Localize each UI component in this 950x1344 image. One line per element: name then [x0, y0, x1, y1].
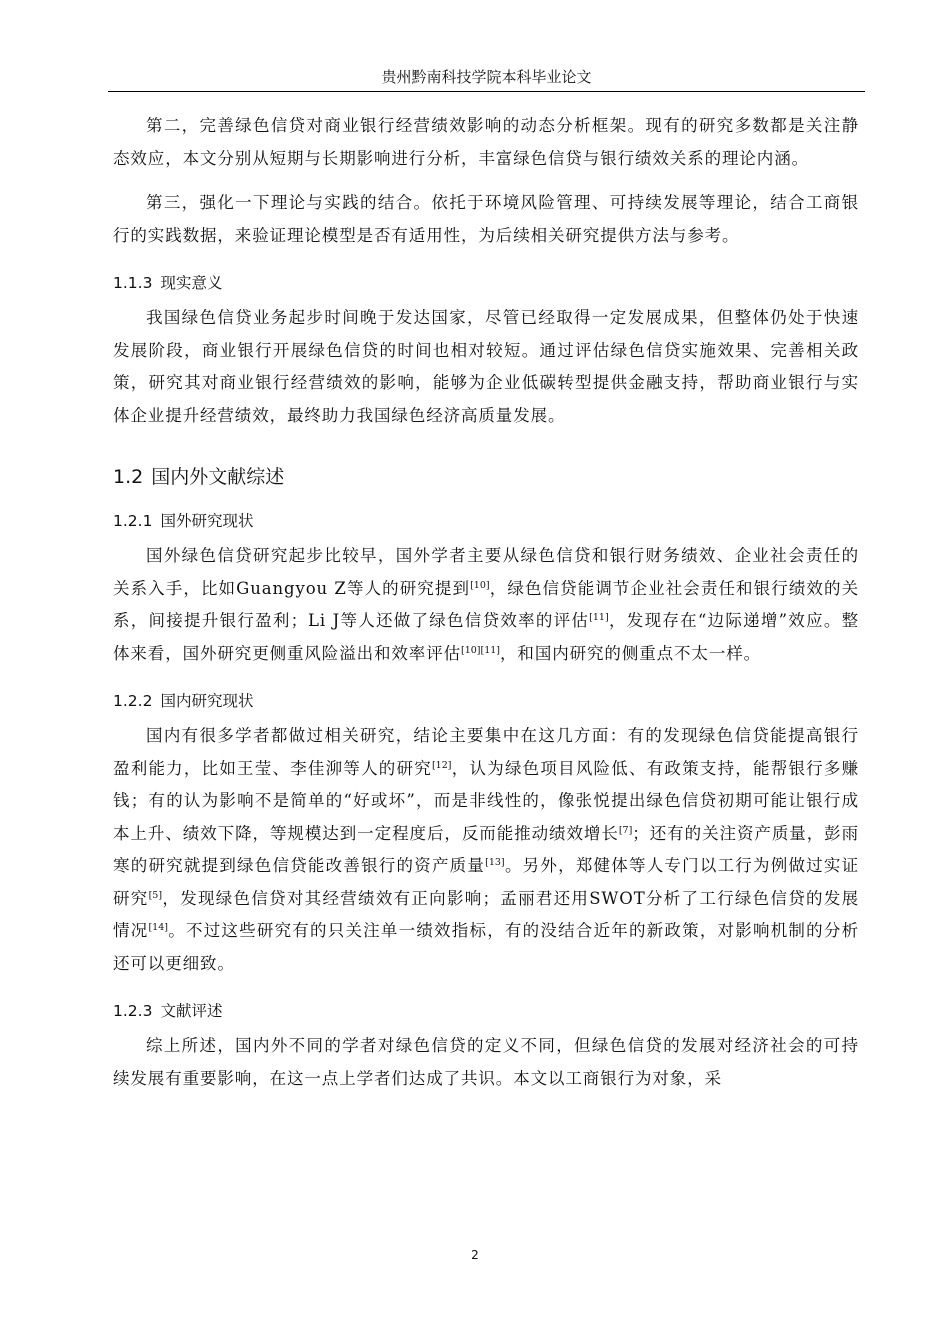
citation: [10][11] — [461, 644, 501, 656]
citation: [13] — [485, 857, 505, 868]
section-number: 1.2.1 — [113, 512, 153, 530]
paragraph-literature-review: 综上所述，国内外不同的学者对绿色信贷的定义不同，但绿色信贷的发展对经济社会的可持续发展有重要影响，在这一点上学者们达成了共识。本文以工商银行为对象，采 — [113, 1036, 859, 1088]
section-title: 现实意义 — [160, 274, 223, 292]
text-run: ；还有的关注资产质量，彭雨寒的研究就提到绿色信贷能改善银行的资产质量 — [113, 823, 859, 875]
section-number: 1.2.3 — [113, 1002, 153, 1020]
citation: [10] — [470, 579, 490, 591]
paragraph-foreign-research — [113, 540, 859, 670]
section-heading-1-1-3 — [113, 272, 859, 294]
paragraph-second-point: 第二，完善绿色信贷对商业银行经营绩效影响的动态分析框架。现有的研究多数都是关注静态效应，本文分别从短期与长期影响进行分析，丰富绿色信贷与银行绩效关系的理论内涵。 — [113, 116, 859, 168]
paragraph-practical-significance: 我国绿色信贷业务起步时间晚于发达国家，尽管已经取得一定发展成果，但整体仍处于快速发展阶段，商业银行开展绿色信贷的时间也相对较短。通过评估绿色信贷实施效果、完善相关政策，研究其对商业银行经营绩效的影响，能够为企业低碳转型提供金融支持，帮助商业银行与实体企业提升经营绩效，最终助力我国绿色经济高质量发展。 — [113, 308, 859, 425]
section-title: 文献评述 — [160, 1002, 223, 1020]
section-number: 1.2 — [113, 466, 144, 488]
section-title: 国内研究现状 — [160, 692, 254, 710]
paragraph-third-point: 第三，强化一下理论与实践的结合。依托于环境风险管理、可持续发展等理论，结合工商银行的实践数据，来验证理论模型是否有适用性，为后续相关研究提供方法与参考。 — [113, 193, 859, 245]
section-number: 1.1.3 — [113, 274, 153, 292]
text-run: ，发现绿色信贷对其经营绩效有正向影响；孟丽君还用SWOT分析了工行绿色信贷的发展情况 — [113, 888, 859, 940]
section-heading-1-2-3 — [113, 1000, 859, 1022]
citation: [5] — [148, 889, 163, 901]
text-run: ，和国内研究的侧重点不太一样。 — [500, 643, 762, 663]
paragraph-domestic-research — [113, 720, 859, 980]
header-rule — [108, 91, 865, 92]
text-run: ，认为绿色项目风险低、有政策支持，能帮银行多赚钱；有的认为影响不是简单的“好或坏”，而是非线性的，像张悦提出绿色信贷初期可能让银行成本上升、绩效下降，等规模达到一定程度后，反而能推动绩效增长 — [113, 758, 860, 843]
text-run: ，发现存在“边际递增”效应。整体来看，国外研究更侧重风险溢出和效率评估 — [113, 611, 859, 663]
section-number: 1.2.2 — [113, 692, 153, 710]
text-run: 国外绿色信贷研究起步比较早，国外学者主要从绿色信贷和银行财务绩效、企业社会责任的关系入手，比如Guangyou Z等人的研究提到 — [113, 546, 859, 598]
section-heading-1-2-2 — [113, 690, 859, 712]
section-heading-1-2-1 — [113, 510, 859, 532]
citation: [12] — [431, 759, 452, 771]
citation: [7] — [618, 824, 633, 836]
text-run: 。不过这些研究有的只关注单一绩效指标，有的没结合近年的新政策，对影响机制的分析还可以更细致。 — [113, 921, 859, 973]
document-body — [113, 110, 859, 1107]
running-header: 贵州黔南科技学院本科毕业论文 — [381, 68, 592, 86]
citation: [14] — [148, 922, 168, 933]
citation: [11] — [589, 612, 609, 623]
page-number: 2 — [471, 1248, 479, 1262]
text-run: 国内有很多学者都做过相关研究，结论主要集中在这几方面：有的发现绿色信贷能提高银行盈利能力，比如王莹、李佳泖等人的研究 — [113, 726, 859, 778]
section-heading-1-2 — [113, 464, 859, 490]
text-run: ，绿色信贷能调节企业社会责任和银行绩效的关系，间接提升银行盈利；Li J等人还做了绿色信贷效率的评估 — [113, 578, 859, 630]
section-title: 国外研究现状 — [160, 512, 254, 530]
section-title: 国内外文献综述 — [151, 466, 285, 488]
text-run: 。另外，郑健体等人专门以工行为例做过实证研究 — [113, 856, 860, 908]
